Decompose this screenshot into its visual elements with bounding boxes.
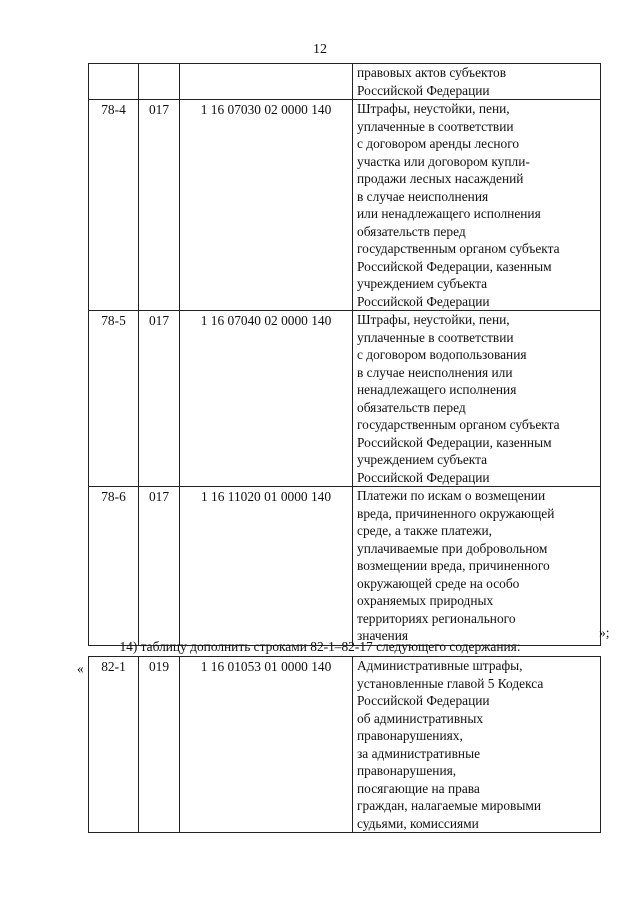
description-line: охраняемых природных [357,593,494,608]
admin-code-cell: 017 [139,311,180,487]
description-line: Российской Федерации [357,469,490,485]
budget-code-cell: 1 16 07040 02 0000 140 [180,311,353,487]
description-cell [353,100,601,311]
description-line: с договором водопользования [357,347,527,362]
amendment-instruction: 14) таблицу дополнить строками 82-1–82-17 следующего содержания: [119,639,521,654]
description-cell [353,487,601,646]
description-line: возмещении вреда, причиненного [357,558,550,573]
description-line: учреждением субъекта [357,452,488,467]
description-line: правонарушения, [357,763,457,778]
budget-code-cell: 1 16 07030 02 0000 140 [180,100,353,311]
description-line: судьями, комиссиями [357,815,479,831]
description-line: уплаченные в соответствии [357,118,514,134]
description-line: Российской Федерации, казенным [357,434,552,450]
description-line: Штрафы, неустойки, пени, [357,312,510,327]
description-cell [353,657,601,833]
table-row [89,657,601,833]
closing-quote: »; [599,625,610,640]
revenue-table-top [88,63,601,646]
admin-code-cell: 017 [139,487,180,646]
description-line: обязательств перед [357,399,466,415]
row-number-cell: 78-5 [89,311,139,487]
description-line: правовых актов субъектов [357,65,507,80]
description-line: уплачиваемые при добровольном [357,540,548,556]
table-row [89,487,601,646]
description-line: Штрафы, неустойки, пени, [357,101,510,116]
description-line: уплаченные в соответствии [357,329,514,345]
budget-code-cell: 1 16 01053 01 0000 140 [180,657,353,833]
description-line: государственным органом субъекта [357,241,560,256]
description-line: учреждением субъекта [357,276,488,291]
budget-code-cell: 1 16 11020 01 0000 140 [180,487,353,646]
page-number: 12 [313,42,327,57]
description-line: значения [357,628,409,643]
description-line: окружающей среде на особо [357,575,520,591]
description-line: об административных [357,710,484,726]
description-line: территориях регионального [357,610,516,626]
table-row [89,64,601,100]
description-line: продажи лесных насаждений [357,171,524,186]
revenue-table-bottom [88,656,601,833]
description-line: Российской Федерации, казенным [357,258,552,274]
budget-code-cell [180,64,353,100]
description-line: посягающие на права [357,780,480,796]
description-line: Российской Федерации [357,693,490,708]
description-line: обязательств перед [357,223,466,239]
description-line: правонарушениях, [357,728,463,743]
admin-code-cell: 019 [139,657,180,833]
description-cell [353,64,601,100]
description-line: граждан, налагаемые мировыми [357,798,541,813]
description-line: вреда, причиненного окружающей [357,505,555,521]
description-line: установленные главой 5 Кодекса [357,675,544,691]
description-line: Российской Федерации [357,82,490,98]
row-number-cell [89,64,139,100]
description-line: участка или договором купли- [357,153,530,169]
description-line: за административные [357,745,481,761]
row-number-cell: 78-6 [89,487,139,646]
description-line: или ненадлежащего исполнения [357,206,541,221]
row-number-cell: 78-4 [89,100,139,311]
description-cell [353,311,601,487]
description-line: с договором аренды лесного [357,136,520,151]
table-row [89,100,601,311]
description-line: государственным органом субъекта [357,417,560,432]
row-number-cell: 82-1 [89,657,139,833]
description-line: в случае неисполнения [357,188,489,204]
opening-quote: « [77,661,84,676]
description-line: среде, а также платежи, [357,523,492,538]
description-line: Административные штрафы, [357,658,523,673]
description-line: Российской Федерации [357,293,490,309]
description-line: в случае неисполнения или [357,364,513,380]
table-row [89,311,601,487]
description-line: ненадлежащего исполнения [357,382,517,397]
description-line: Платежи по искам о возмещении [357,488,546,503]
admin-code-cell: 017 [139,100,180,311]
admin-code-cell [139,64,180,100]
